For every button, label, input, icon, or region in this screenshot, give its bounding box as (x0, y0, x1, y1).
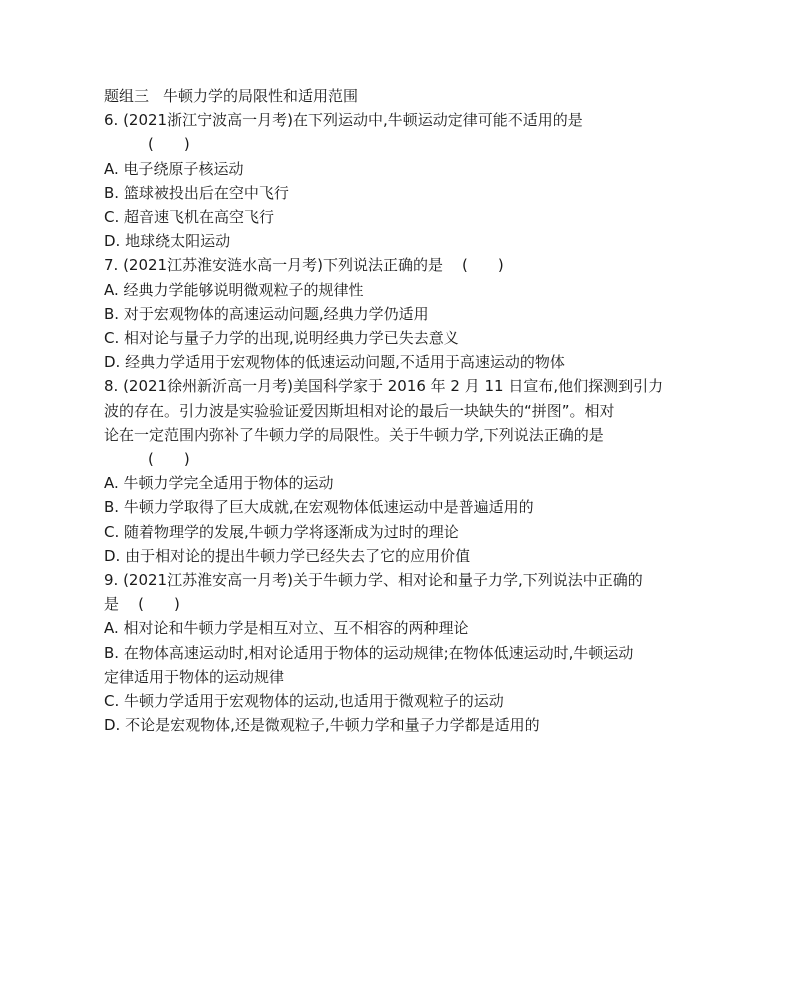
question-7-option-b: B. 对于宏观物体的高速运动问题,经典力学仍适用 (104, 304, 429, 323)
question-9-option-c: C. 牛顿力学适用于宏观物体的运动,也适用于微观粒子的运动 (104, 692, 504, 711)
question-9-option-d: D. 不论是宏观物体,还是微观粒子,牛顿力学和量子力学都是适用的 (104, 716, 540, 735)
question-7-answer-bracket: ( ) (462, 256, 504, 275)
question-6-option-d: D. 地球绕太阳运动 (104, 232, 231, 251)
question-9-option-b-line-1: B. 在物体高速运动时,相对论适用于物体的运动规律;在物体低速运动时,牛顿运动 (104, 643, 634, 662)
question-8-option-a: A. 牛顿力学完全适用于物体的运动 (104, 474, 334, 493)
question-8-option-c: C. 随着物理学的发展,牛顿力学将逐渐成为过时的理论 (104, 522, 459, 541)
question-8-option-b: B. 牛顿力学取得了巨大成就,在宏观物体低速运动中是普遍适用的 (104, 498, 534, 517)
question-7-stem: 7. (2021江苏淮安涟水高一月考)下列说法正确的是 ( ) (104, 253, 704, 277)
question-6-option-b: B. 篮球被投出后在空中飞行 (104, 183, 289, 202)
question-group (104, 84, 704, 737)
question-9-stem-line-2: 是 ( ) (104, 592, 704, 616)
group-heading (104, 84, 704, 108)
question-8-answer-bracket: ( ) (148, 450, 190, 469)
question-7-option-c: C. 相对论与量子力学的出现,说明经典力学已失去意义 (104, 329, 459, 348)
group-label: 题组三 (104, 87, 150, 105)
question-9-option-b-line-2: 定律适用于物体的运动规律 (104, 667, 285, 686)
question-9-option-a: A. 相对论和牛顿力学是相互对立、互不相容的两种理论 (104, 619, 469, 638)
question-6-option-a: A. 电子绕原子核运动 (104, 159, 244, 178)
question-9-stem-line-1: 9. (2021江苏淮安高一月考)关于牛顿力学、相对论和量子力学,下列说法中正确的 (104, 571, 643, 590)
question-8-option-d: D. 由于相对论的提出牛顿力学已经失去了它的应用价值 (104, 546, 471, 565)
question-8-stem-line-3: 论在一定范围内弥补了牛顿力学的局限性。关于牛顿力学,下列说法正确的是 (104, 425, 604, 444)
question-6-answer-bracket: ( ) (148, 135, 190, 154)
question-6-stem: 6. (2021浙江宁波高一月考)在下列运动中,牛顿运动定律可能不适用的是 (104, 111, 583, 130)
question-6-option-c: C. 超音速飞机在高空飞行 (104, 208, 275, 227)
question-9-answer-bracket: ( ) (138, 595, 180, 614)
question-8-stem-line-2: 波的存在。引力波是实验验证爱因斯坦相对论的最后一块缺失的“拼图”。相对 (104, 401, 615, 420)
question-8-stem-line-1: 8. (2021徐州新沂高一月考)美国科学家于 2016 年 2 月 11 日宣布,他们探测到引力 (104, 377, 664, 396)
group-title: 牛顿力学的局限性和适用范围 (163, 87, 359, 105)
question-7-option-d: D. 经典力学适用于宏观物体的低速运动问题,不适用于高速运动的物体 (104, 353, 565, 372)
question-7-option-a: A. 经典力学能够说明微观粒子的规律性 (104, 280, 364, 299)
